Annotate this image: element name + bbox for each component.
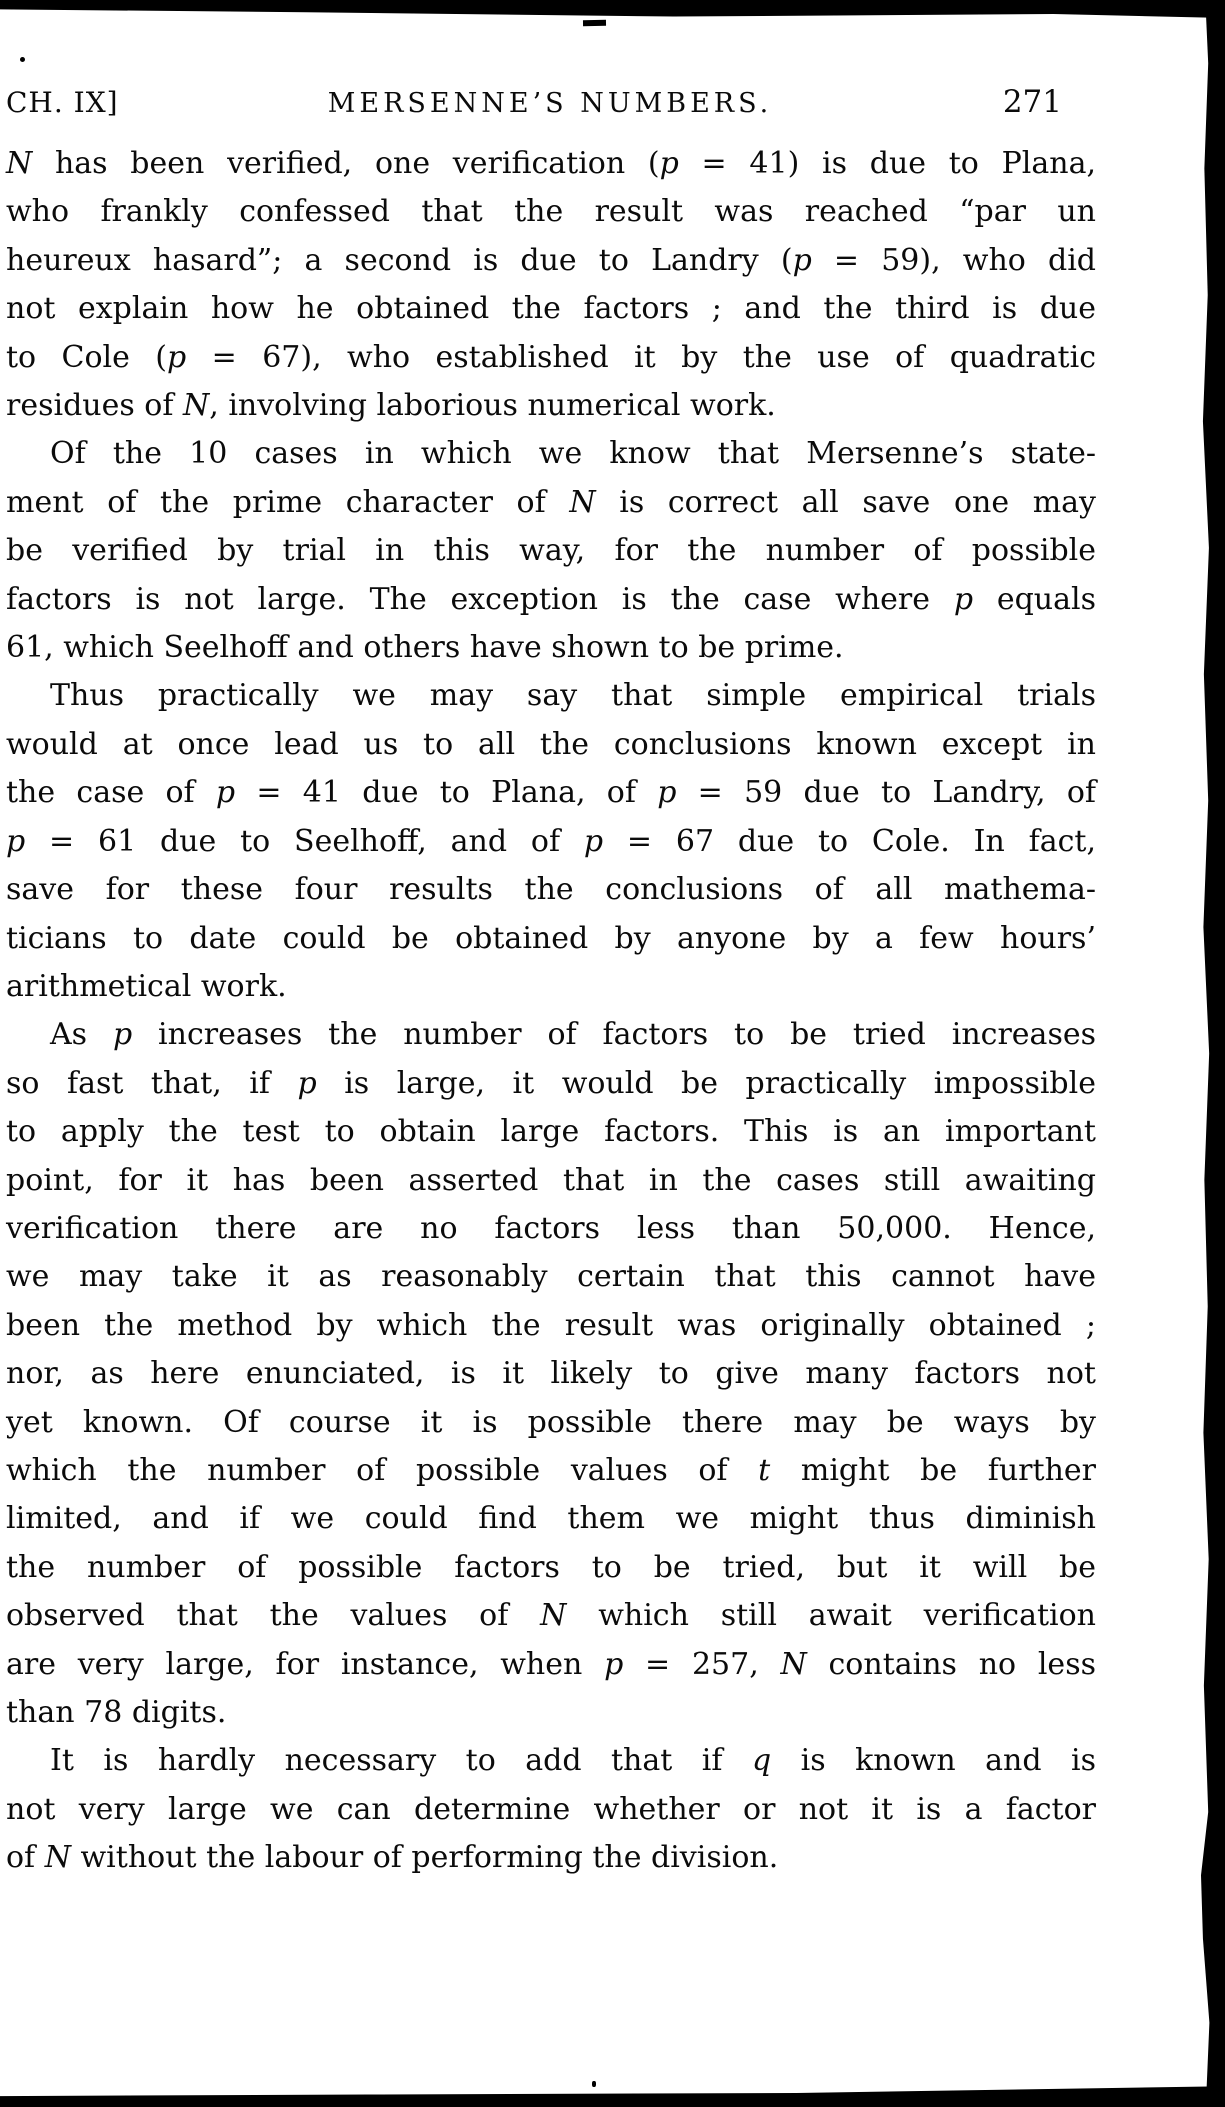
text-run: save for these four results the conclusions of all mathema- [6,872,1096,908]
chapter-heading: CH. IX] [6,86,119,119]
math-var: p [583,823,604,859]
math-var: N [569,484,596,520]
scan-edge-right [1201,0,1225,2107]
text-run: = 67), who established it by the use of quadratic [186,339,1096,375]
text-line [6,818,1096,866]
text-line [6,527,1096,575]
text-run: increases the number of factors to be tried increases [132,1017,1096,1053]
math-var: N [540,1598,567,1634]
text-line [6,866,1096,914]
text-run: are very large, for instance, when [6,1646,605,1682]
text-run: contains no less [806,1646,1096,1682]
text-line [6,1786,1096,1834]
text-run: which still await verification [566,1598,1097,1634]
text-run: who frankly confessed that the result was reached “par un [6,194,1096,230]
text-run: not very large we can determine whether or not it is a factor [6,1791,1096,1827]
text-line [6,479,1096,527]
text-run: to apply the test to obtain large factors. This is an important [6,1114,1096,1150]
text-run: As [50,1017,113,1053]
text-line [6,1592,1096,1640]
text-line [6,1060,1096,1108]
text-run: point, for it has been asserted that in the cases still awaiting [6,1162,1096,1198]
text-run: = 41 due to Plana, of [235,775,658,811]
text-run: Thus practically we may say that simple empirical trials [50,678,1096,714]
text-line [6,1302,1096,1350]
math-var: p [792,242,812,278]
text-line [6,188,1096,236]
text-run: yet known. Of course it is possible there may be ways by [6,1404,1096,1440]
text-run: ticians to date could be obtained by anyone by a few hours’ [6,920,1096,956]
text-run: without the labour of performing the division. [70,1840,779,1876]
text-run: ment of the prime character of [6,484,570,520]
scan-edge-top [0,0,1225,18]
paragraph [6,1737,1096,1882]
math-var: q [751,1743,772,1779]
text-run: observed that the values of [6,1598,541,1634]
text-line [6,334,1096,382]
math-var: p [167,339,187,375]
text-run: = 67 due to Cole. In fact, [603,823,1096,859]
text-run: nor, as here enunciated, is it likely to give many factors not [6,1356,1096,1392]
text-run: = 61 due to Seelhoff, and of [25,823,584,859]
scan-edge-bottom [0,2081,1225,2107]
text-line [6,624,1096,672]
paragraph [6,430,1096,672]
page-number: 271 [1002,84,1062,120]
text-line [6,140,1096,188]
text-run: Of the 10 cases in which we know that Mersenne’s state- [50,436,1096,472]
math-var: p [6,823,26,859]
text-run: , involving laborious numerical work. [209,388,776,424]
text-run: we may take it as reasonably certain that this cannot have [6,1259,1096,1295]
text-run: which the number of possible values of [6,1452,759,1488]
text-line [6,1157,1096,1205]
text-line [6,721,1096,769]
text-line [6,237,1096,285]
text-run: is large, it would be practically impossible [316,1065,1096,1101]
text-line [6,672,1096,720]
text-line [6,1689,1096,1737]
paragraph [6,672,1096,1011]
text-run: to Cole ( [6,339,168,375]
text-line [6,1350,1096,1398]
text-run: heureux hasard”; a second is due to Landry ( [6,242,793,278]
scan-speck-dot [20,57,25,62]
text-run: not explain how he obtained the factors ; and the third is due [6,291,1096,327]
math-var: p [215,775,236,811]
paragraph [6,140,1096,430]
text-line [6,1834,1096,1882]
text-line [6,915,1096,963]
scan-speck-dot [592,2081,596,2087]
text-run: is known and is [771,1743,1096,1779]
text-run: is correct all save one may [595,484,1096,520]
text-line [6,1495,1096,1543]
text-run: residues of [6,388,183,424]
math-var: N [44,1840,71,1876]
text-line [6,285,1096,333]
text-run: = 41) is due to Plana, [678,146,1097,181]
text-run: the number of possible factors to be tried, but it will be [6,1549,1096,1585]
text-line [6,1544,1096,1592]
math-var: p [953,581,974,617]
text-run: 61, which Seelhoff and others have shown to be prime. [6,630,844,666]
text-run: might be further [770,1452,1096,1488]
text-run: be verified by trial in this way, for the number of possible [6,533,1096,569]
text-run: limited, and if we could find them we might thus diminish [6,1501,1096,1537]
text-run: = 59 due to Landry, of [676,775,1096,811]
math-var: N [183,388,210,424]
math-var: p [604,1646,624,1682]
text-run: arithmetical work. [6,968,287,1004]
math-var: p [659,146,679,181]
page-header [6,84,1094,120]
math-var: t [758,1452,771,1488]
math-var: p [297,1065,317,1101]
paragraph [6,1011,1096,1737]
text-run: than 78 digits. [6,1695,227,1730]
text-line [6,769,1096,817]
text-line [6,1253,1096,1301]
math-var: p [657,775,677,811]
text-line [6,1011,1096,1059]
text-run: It is hardly necessary to add that if [50,1743,752,1779]
text-line [6,382,1096,430]
math-var: N [6,146,33,181]
text-line [6,1447,1096,1495]
text-run: of [6,1840,45,1876]
text-line [6,963,1096,1011]
text-line [6,1737,1096,1785]
text-run: the case of [6,775,216,811]
text-line [6,1641,1096,1689]
math-var: N [780,1646,807,1682]
text-line [6,1205,1096,1253]
text-run: factors is not large. The exception is the case where [6,581,954,617]
text-run: would at once lead us to all the conclusions known except in [6,726,1096,762]
text-line [6,430,1096,478]
text-run: so fast that, if [6,1065,298,1101]
text-line [6,1399,1096,1447]
text-line [6,1108,1096,1156]
text-run: been the method by which the result was originally obtained ; [6,1307,1096,1343]
text-run: = 59), who did [811,242,1096,278]
text-run: verification there are no factors less than 50,000. Hence, [6,1210,1096,1246]
running-title: MERSENNE’S NUMBERS. [327,88,773,119]
page-body [6,140,1096,1883]
math-var: p [112,1017,133,1053]
scan-speck-dash [583,20,606,26]
text-run: = 257, [623,1646,781,1682]
text-run: equals [973,581,1096,617]
text-run: has been verified, one verification ( [32,146,660,181]
text-line [6,576,1096,624]
